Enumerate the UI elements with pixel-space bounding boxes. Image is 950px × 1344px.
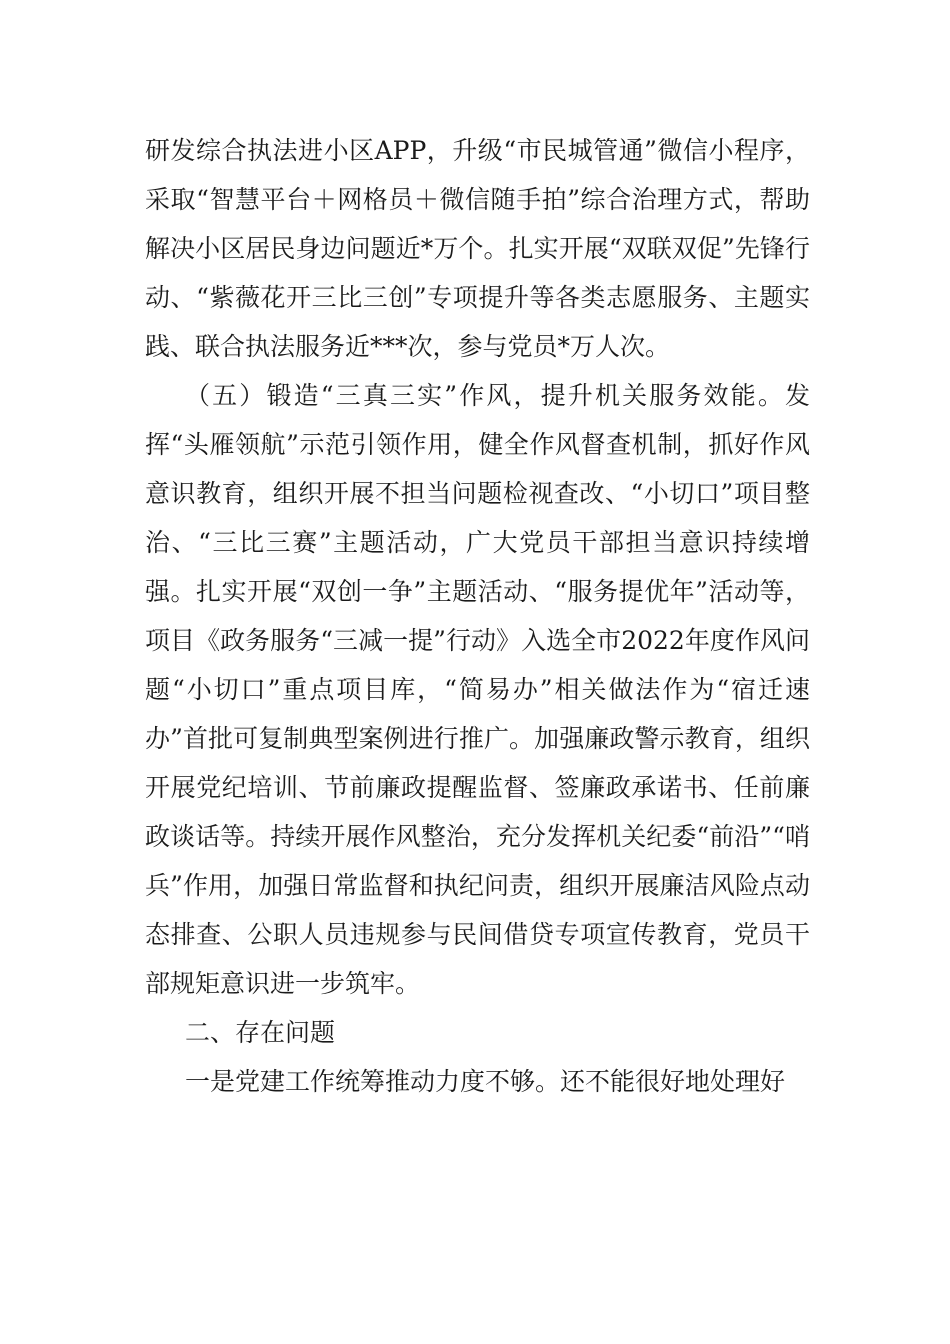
document-body [145,126,810,1106]
paragraph-problem-one: 一是党建工作统筹推动力度不够。还不能很好地处理好 [185,1067,786,1096]
paragraph-section-five: （五）锻造“三真三实”作风，提升机关服务效能。发挥“头雁领航”示范引领作用，健全作风督查机制，抓好作风意识教育，组织开展不担当问题检视查改、“小切口”项目整治、“三比三赛”主题活动，广大党员干部担当意识持续增强。扎实开展“双创一争”主题活动、“服务提优年”活动等，项目《政务服务“三减一提”行动》入选全市2022年度作风问题“小切口”重点项目库，“简易办”相关做法作为“宿迁速办”首批可复制典型案例进行推广。加强廉政警示教育，组织开展党纪培训、节前廉政提醒监督、签廉政承诺书、任前廉政谈话等。持续开展作风整治，充分发挥机关纪委“前沿”“哨兵”作用，加强日常监督和执纪问责，组织开展廉洁风险点动态排查、公职人员违规参与民间借贷专项宣传教育，党员干部规矩意识进一步筑牢。 [145,381,810,998]
section-heading-problems: 二、存在问题 [185,1018,336,1047]
paragraph-continuation: 研发综合执法进小区APP，升级“市民城管通”微信小程序，采取“智慧平台＋网格员＋微信随手拍”综合治理方式，帮助解决小区居民身边问题近*万个。扎实开展“双联双促”先锋行动、“紫薇花开三比三创”专项提升等各类志愿服务、主题实践、联合执法服务近***次，参与党员*万人次。 [145,136,810,361]
